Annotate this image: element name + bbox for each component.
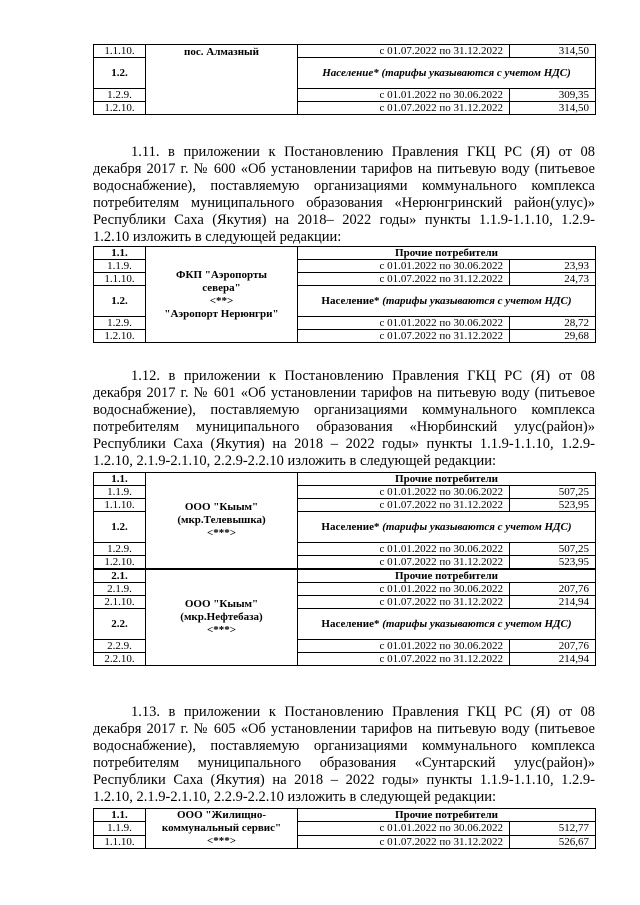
row-number: 2.2.	[94, 609, 146, 640]
tariff-value: 214,94	[510, 653, 596, 666]
org-line: <***>	[206, 527, 237, 539]
header-italic: (тарифы указываются с учетом НДС)	[382, 295, 572, 307]
paragraph-line: водоснабжение), поставляемую организациями коммунального комплекса	[93, 178, 595, 194]
row-number: 1.1.9.	[94, 822, 146, 835]
row-number: 1.1.9.	[94, 486, 146, 499]
period-cell: с 01.01.2022 по 30.06.2022	[298, 89, 510, 102]
table-row	[94, 473, 596, 486]
org-line: коммунальный сервис"	[161, 822, 282, 834]
section-header	[298, 512, 596, 543]
org-line: <**>	[209, 294, 234, 307]
period-cell: с 01.01.2022 по 30.06.2022	[298, 260, 510, 273]
row-number: 1.1.	[94, 809, 146, 822]
row-number: 1.1.10.	[94, 835, 146, 848]
tariff-value: 314,50	[510, 102, 596, 115]
row-number: 1.1.10.	[94, 45, 146, 58]
org-line: ООО "Кыым"	[184, 501, 259, 513]
organization-name	[146, 247, 298, 343]
org-line: <***>	[206, 835, 237, 847]
period-cell: с 01.07.2022 по 31.12.2022	[298, 273, 510, 286]
tariff-value: 23,93	[510, 260, 596, 273]
paragraph-line: потребителям муниципального образования «Нюрбинский улус(район)»	[93, 419, 595, 435]
org-line: ООО "Кыым"	[184, 598, 259, 610]
paragraph-line: декабря 2017 г. № 600 «Об установлении тарифов на питьевую воду (питьевое	[93, 161, 595, 177]
row-number: 1.2.	[94, 512, 146, 543]
period-cell: с 01.07.2022 по 31.12.2022	[298, 596, 510, 609]
period-cell: с 01.07.2022 по 31.12.2022	[298, 653, 510, 666]
row-number: 1.2.	[94, 58, 146, 89]
table-row	[94, 569, 596, 583]
period-cell: с 01.01.2022 по 30.06.2022	[298, 317, 510, 330]
period-cell: с 01.07.2022 по 31.12.2022	[298, 330, 510, 343]
row-number: 1.2.10.	[94, 102, 146, 115]
period-cell: с 01.01.2022 по 30.06.2022	[298, 543, 510, 556]
section-header: Прочие потребители	[298, 247, 596, 260]
row-number: 1.2.9.	[94, 89, 146, 102]
row-number: 1.1.	[94, 247, 146, 260]
period-cell: с 01.07.2022 по 31.12.2022	[298, 499, 510, 512]
row-number: 1.1.9.	[94, 260, 146, 273]
header-bold: Население*	[321, 618, 380, 630]
row-number: 1.1.	[94, 473, 146, 486]
header-italic: (тарифы указываются с учетом НДС)	[382, 521, 572, 533]
tariff-value: 29,68	[510, 330, 596, 343]
paragraph-line: потребителям муниципального образования «Сунтарский улус(район)»	[93, 755, 595, 771]
tariff-value: 28,72	[510, 317, 596, 330]
organization-name	[146, 569, 298, 666]
org-line: севера"	[202, 281, 241, 294]
paragraph-line: 1.13. в приложении к Постановлению Правления ГКЦ РС (Я) от 08	[131, 704, 595, 720]
paragraph-line: 1.2.10, 2.1.9-2.1.10, 2.2.9-2.2.10 изложить в следующей редакции:	[93, 453, 496, 469]
org-line: ООО "Жилищно-	[176, 809, 267, 821]
tariff-value: 526,67	[510, 835, 596, 848]
row-number: 2.1.10.	[94, 596, 146, 609]
organization-name: пос. Алмазный	[146, 45, 298, 115]
header-bold: Население*	[321, 295, 380, 307]
tariff-table-kyym	[93, 472, 596, 666]
row-number: 2.2.9.	[94, 640, 146, 653]
tariff-value: 523,95	[510, 499, 596, 512]
row-number: 2.1.9.	[94, 583, 146, 596]
org-line: <***>	[206, 624, 237, 636]
period-cell: с 01.01.2022 по 30.06.2022	[298, 583, 510, 596]
org-line: ФКП "Аэропорты	[176, 268, 267, 281]
row-number: 1.2.10.	[94, 330, 146, 343]
period-cell: с 01.07.2022 по 31.12.2022	[298, 835, 510, 848]
row-number: 1.2.9.	[94, 543, 146, 556]
tariff-table-zhks	[93, 808, 596, 849]
tariff-value: 523,95	[510, 556, 596, 570]
period-cell: с 01.07.2022 по 31.12.2022	[298, 45, 510, 58]
tariff-value: 512,77	[510, 822, 596, 835]
paragraph-line: Республики Саха (Якутия) на 2018 – 2022 годы» пункты 1.1.9-1.1.10, 1.2.9-	[93, 772, 595, 788]
organization-name	[146, 809, 298, 849]
row-number: 1.1.10.	[94, 273, 146, 286]
row-number: 1.2.10.	[94, 556, 146, 570]
period-cell: с 01.01.2022 по 30.06.2022	[298, 640, 510, 653]
tariff-value: 207,76	[510, 640, 596, 653]
table-row	[94, 247, 596, 260]
section-header	[298, 58, 596, 89]
paragraph-line: потребителям муниципального образования «Нерюнгринский район(улус)»	[93, 195, 595, 211]
tariff-value: 507,25	[510, 543, 596, 556]
section-header: Прочие потребители	[298, 473, 596, 486]
tariff-table-almazny	[93, 44, 596, 115]
table-row	[94, 45, 596, 58]
period-cell: с 01.01.2022 по 30.06.2022	[298, 486, 510, 499]
section-header: Прочие потребители	[298, 569, 596, 583]
org-line: "Аэропорт Нерюнгри"	[164, 307, 279, 320]
tariff-value: 214,94	[510, 596, 596, 609]
period-cell: с 01.07.2022 по 31.12.2022	[298, 556, 510, 570]
period-cell: с 01.07.2022 по 31.12.2022	[298, 102, 510, 115]
section-header: Прочие потребители	[298, 809, 596, 822]
org-line: (мкр.Телевышка)	[177, 514, 266, 526]
tariff-value: 309,35	[510, 89, 596, 102]
paragraph-1-11	[93, 144, 595, 246]
paragraph-line: водоснабжение), поставляемую организациями коммунального комплекса	[93, 738, 595, 754]
tariff-value: 24,73	[510, 273, 596, 286]
row-number: 2.1.	[94, 569, 146, 583]
tariff-table-aeroport	[93, 246, 596, 343]
tariff-value: 507,25	[510, 486, 596, 499]
paragraph-line: декабря 2017 г. № 601 «Об установлении тарифов на питьевую воду (питьевое	[93, 385, 595, 401]
paragraph-line: 1.2.10, 2.1.9-2.1.10, 2.2.9-2.2.10 изложить в следующей редакции:	[93, 789, 496, 805]
period-cell: с 01.01.2022 по 30.06.2022	[298, 822, 510, 835]
paragraph-1-13	[93, 704, 595, 806]
section-header	[298, 286, 596, 317]
row-number: 1.2.	[94, 286, 146, 317]
paragraph-line: 1.2.10 изложить в следующей редакции:	[93, 229, 342, 245]
paragraph-line: Республики Саха (Якутия) на 2018 – 2022 годы» пункты 1.1.9-1.1.10, 1.2.9-	[93, 436, 595, 452]
section-header	[298, 609, 596, 640]
tariff-value: 207,76	[510, 583, 596, 596]
header-italic: (тарифы указываются с учетом НДС)	[382, 618, 572, 630]
org-line: (мкр.Нефтебаза)	[180, 611, 263, 623]
header-bold: Население*	[321, 521, 380, 533]
population-header-text: Население* (тарифы указываются с учетом НДС)	[322, 67, 571, 79]
paragraph-line: 1.12. в приложении к Постановлению Правления ГКЦ РС (Я) от 08	[131, 368, 595, 384]
row-number: 2.2.10.	[94, 653, 146, 666]
paragraph-line: водоснабжение), поставляемую организациями коммунального комплекса	[93, 402, 595, 418]
paragraph-line: декабря 2017 г. № 605 «Об установлении тарифов на питьевую воду (питьевое	[93, 721, 595, 737]
paragraph-line: Республики Саха (Якутия) на 2018– 2022 годы» пункты 1.1.9-1.1.10, 1.2.9-	[93, 212, 595, 228]
tariff-value: 314,50	[510, 45, 596, 58]
organization-name	[146, 473, 298, 570]
table-row	[94, 809, 596, 822]
paragraph-line: 1.11. в приложении к Постановлению Правления ГКЦ РС (Я) от 08	[131, 144, 595, 160]
paragraph-1-12	[93, 368, 595, 470]
row-number: 1.2.9.	[94, 317, 146, 330]
row-number: 1.1.10.	[94, 499, 146, 512]
